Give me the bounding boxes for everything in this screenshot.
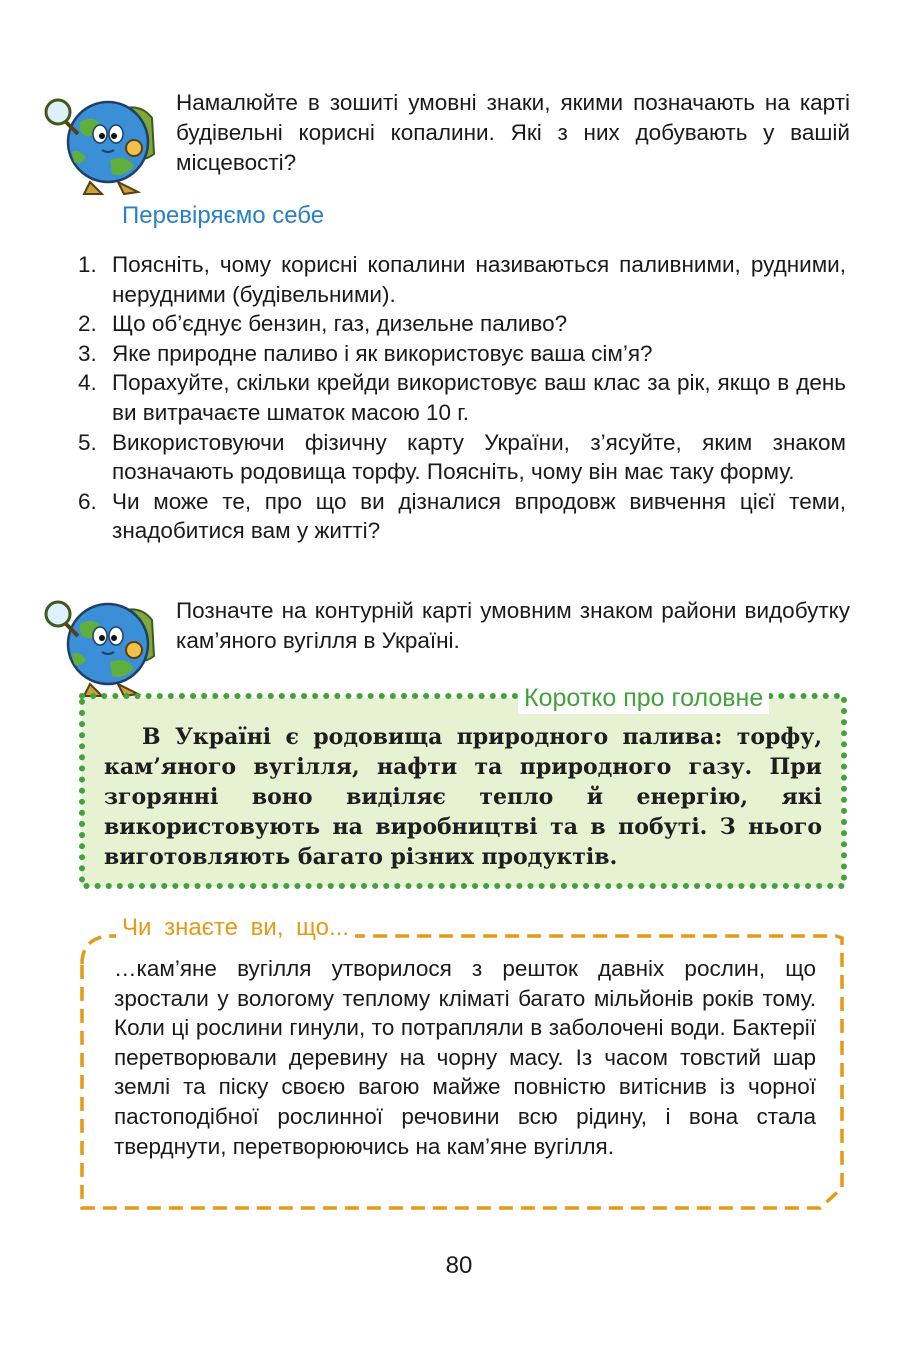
page-number: 80 <box>445 1252 473 1279</box>
globe-mascot-icon <box>40 590 164 700</box>
list-item: 3. Яке природне паливо і як використовує ваша сім’я? <box>78 340 653 366</box>
task-2-text: Позначте на контурній карті умовним знаком райони видобутку кам’яного вугілля в Україні. <box>176 598 850 653</box>
globe-mascot-icon <box>40 88 164 198</box>
list-item: 1. Поясніть, чому корисні копалини називаються паливними, рудними, нерудними (будівельними). <box>78 252 846 307</box>
list-item: 6. Чи може те, про що ви дізналися впродовж вивчення цієї теми, знадобитися вам у житті? <box>78 488 846 544</box>
list-item: 2. Що об’єднує бензин, газ, дизельне паливо? <box>78 311 568 337</box>
task-2 <box>40 590 850 680</box>
task-1-text: Намалюйте в зошиті умовні знаки, якими позначають на карті будівельні корисні копалини. Які з них добувають у вашій місцевості? <box>176 90 850 175</box>
summary-title: Коротко про головне <box>518 682 769 714</box>
did-you-know-text: …кам’яне вугілля утворилося з решток давніх рослин, що зростали у вологому теплому кліматі багато мільйонів років тому. Коли ці рослини гинули, то потрапляли в заболочені води. Бактерії перетворювали деревину на чорну масу. Із часом товстий шар землі та піску своєю вагою майже повністю витіснив із чорної пастоподібної рослинної речовини всю рідину, і вона стала тверднути, перетворюючись на кам’яне вугілля. <box>114 956 816 1159</box>
list-item: 4. Порахуйте, скільки крейди використовує ваш клас за рік, якщо в день ви витрачаєте шматок масою 10 г. <box>78 370 846 425</box>
task-1 <box>40 88 850 198</box>
did-you-know-title: Чи знаєте ви, що... <box>116 912 355 944</box>
section-title-check-yourself: Перевіряємо себе <box>122 202 325 229</box>
list-item: 5. Використовуючи фізичну карту України, з’ясуйте, яким знаком позначають родовища торфу. Поясніть, чому він має таку форму. <box>78 429 846 485</box>
summary-text: В Україні є родовища природного палива: торфу, кам’яного вугілля, нафти та природного газу. При згорянні воно виділяє тепло й енергію, які використовують на виробництві та в побуті. З нього виготовляють багато різних продуктів. <box>104 724 822 870</box>
questions-list <box>78 250 846 546</box>
